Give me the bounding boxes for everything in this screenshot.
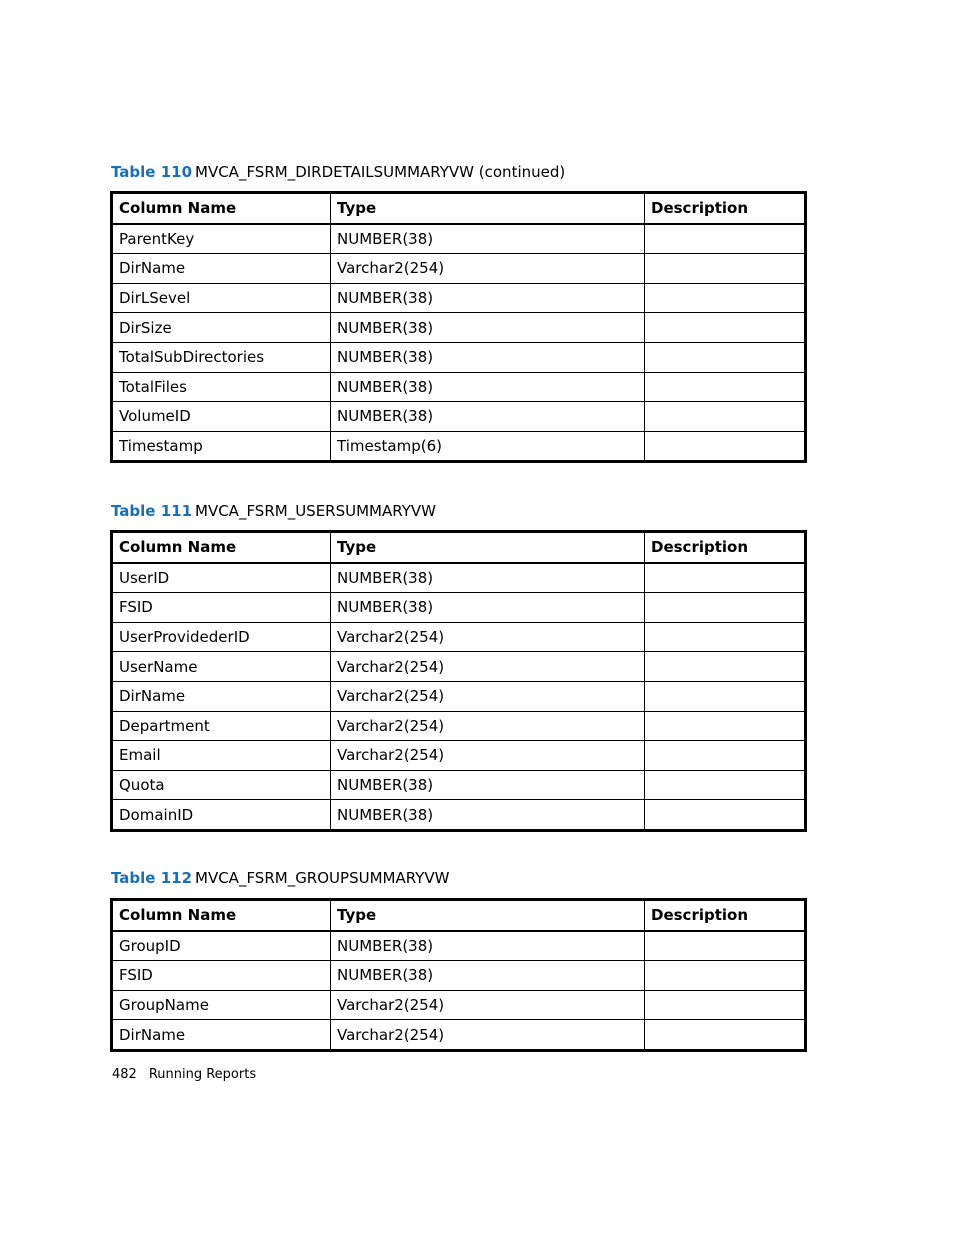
cell-description — [645, 931, 806, 961]
table-row — [112, 711, 806, 741]
cell-type: Varchar2(254) — [331, 254, 645, 284]
cell-type: NUMBER(38) — [331, 372, 645, 402]
cell-description — [645, 372, 806, 402]
cell-description — [645, 741, 806, 771]
cell-column-name: GroupID — [112, 931, 331, 961]
table-header-row — [112, 532, 806, 563]
table-row — [112, 372, 806, 402]
table-row — [112, 961, 806, 991]
table-label: Table 110 — [111, 163, 193, 181]
table-row — [112, 402, 806, 432]
cell-column-name: UserID — [112, 563, 331, 593]
table-caption — [111, 163, 565, 181]
table-row — [112, 593, 806, 623]
cell-description — [645, 622, 806, 652]
cell-description — [645, 652, 806, 682]
cell-type: Varchar2(254) — [331, 741, 645, 771]
cell-column-name: ParentKey — [112, 224, 331, 254]
cell-description — [645, 681, 806, 711]
header-column-name: Column Name — [112, 532, 331, 563]
cell-column-name: DirLSevel — [112, 283, 331, 313]
data-table — [110, 898, 807, 1052]
table-row — [112, 800, 806, 831]
cell-description — [645, 770, 806, 800]
page-footer — [112, 1067, 256, 1082]
cell-type: Varchar2(254) — [331, 652, 645, 682]
data-table — [110, 191, 807, 463]
cell-type: NUMBER(38) — [331, 402, 645, 432]
table-title: MVCA_FSRM_GROUPSUMMARYVW — [195, 869, 450, 887]
table-row — [112, 741, 806, 771]
table-title: MVCA_FSRM_USERSUMMARYVW — [195, 502, 436, 520]
cell-column-name: UserProvidederID — [112, 622, 331, 652]
data-table — [110, 530, 807, 832]
table-row — [112, 431, 806, 462]
header-description: Description — [645, 900, 806, 931]
cell-description — [645, 224, 806, 254]
cell-column-name: DirName — [112, 681, 331, 711]
cell-column-name: Email — [112, 741, 331, 771]
cell-type: NUMBER(38) — [331, 931, 645, 961]
cell-type: Timestamp(6) — [331, 431, 645, 462]
cell-type: NUMBER(38) — [331, 313, 645, 343]
cell-type: Varchar2(254) — [331, 681, 645, 711]
table-row — [112, 224, 806, 254]
cell-description — [645, 402, 806, 432]
cell-column-name: Quota — [112, 770, 331, 800]
cell-column-name: Timestamp — [112, 431, 331, 462]
cell-column-name: TotalSubDirectories — [112, 342, 331, 372]
table-caption — [111, 502, 436, 520]
cell-type: NUMBER(38) — [331, 961, 645, 991]
cell-description — [645, 1020, 806, 1051]
table-row — [112, 681, 806, 711]
cell-description — [645, 254, 806, 284]
header-type: Type — [331, 900, 645, 931]
cell-column-name: DirName — [112, 254, 331, 284]
cell-column-name: FSID — [112, 961, 331, 991]
cell-type: Varchar2(254) — [331, 622, 645, 652]
cell-column-name: DomainID — [112, 800, 331, 831]
header-type: Type — [331, 532, 645, 563]
table-title: MVCA_FSRM_DIRDETAILSUMMARYVW (continued) — [195, 163, 566, 181]
header-description: Description — [645, 532, 806, 563]
cell-description — [645, 342, 806, 372]
cell-column-name: FSID — [112, 593, 331, 623]
cell-type: NUMBER(38) — [331, 800, 645, 831]
cell-description — [645, 800, 806, 831]
cell-type: NUMBER(38) — [331, 283, 645, 313]
table-row — [112, 283, 806, 313]
cell-column-name: Department — [112, 711, 331, 741]
cell-type: Varchar2(254) — [331, 990, 645, 1020]
cell-type: NUMBER(38) — [331, 563, 645, 593]
header-type: Type — [331, 193, 645, 224]
table-row — [112, 931, 806, 961]
cell-description — [645, 961, 806, 991]
header-column-name: Column Name — [112, 193, 331, 224]
cell-type: NUMBER(38) — [331, 224, 645, 254]
header-description: Description — [645, 193, 806, 224]
cell-column-name: GroupName — [112, 990, 331, 1020]
cell-type: Varchar2(254) — [331, 711, 645, 741]
table-label: Table 112 — [111, 869, 193, 887]
table-row — [112, 770, 806, 800]
table-caption — [111, 869, 449, 887]
table-row — [112, 990, 806, 1020]
cell-description — [645, 593, 806, 623]
table-row — [112, 254, 806, 284]
cell-description — [645, 711, 806, 741]
cell-description — [645, 563, 806, 593]
cell-type: NUMBER(38) — [331, 342, 645, 372]
cell-type: Varchar2(254) — [331, 1020, 645, 1051]
table-row — [112, 652, 806, 682]
table-row — [112, 622, 806, 652]
section-name: Running Reports — [148, 1067, 257, 1082]
header-column-name: Column Name — [112, 900, 331, 931]
table-header-row — [112, 193, 806, 224]
table-label: Table 111 — [111, 502, 193, 520]
page-number: 482 — [112, 1067, 137, 1082]
cell-description — [645, 283, 806, 313]
cell-column-name: TotalFiles — [112, 372, 331, 402]
cell-column-name: DirSize — [112, 313, 331, 343]
cell-column-name: VolumeID — [112, 402, 331, 432]
table-row — [112, 313, 806, 343]
table-row — [112, 1020, 806, 1051]
table-row — [112, 563, 806, 593]
cell-column-name: DirName — [112, 1020, 331, 1051]
cell-type: NUMBER(38) — [331, 593, 645, 623]
cell-description — [645, 313, 806, 343]
cell-description — [645, 990, 806, 1020]
table-header-row — [112, 900, 806, 931]
cell-type: NUMBER(38) — [331, 770, 645, 800]
table-row — [112, 342, 806, 372]
cell-description — [645, 431, 806, 462]
cell-column-name: UserName — [112, 652, 331, 682]
